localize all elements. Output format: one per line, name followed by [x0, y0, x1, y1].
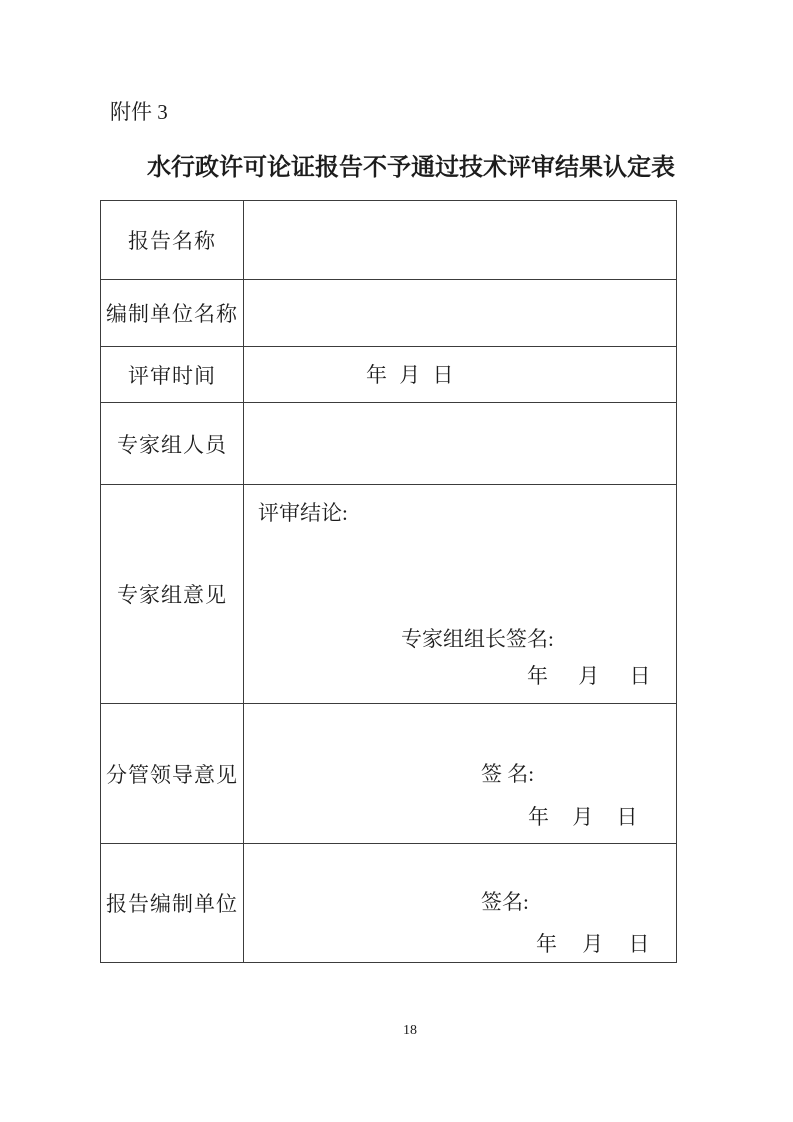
- report-unit-signature-label: 签名:: [481, 890, 529, 914]
- expert-opinion-label: 专家组意见: [101, 485, 244, 703]
- report-unit-label: 报告编制单位: [101, 844, 244, 962]
- row-review-time: [101, 347, 676, 403]
- leader-opinion-date-line: 年 月 日: [528, 805, 638, 829]
- report-name-field: [244, 201, 676, 279]
- review-result-table: [100, 200, 677, 963]
- attachment-label: 附件 3: [110, 100, 168, 124]
- row-expert-opinion: [101, 485, 676, 704]
- document-title: 水行政许可论证报告不予通过技术评审结果认定表: [147, 155, 675, 181]
- unit-name-field: [244, 280, 676, 346]
- row-expert-members: [101, 403, 676, 485]
- review-time-field: [244, 347, 676, 402]
- expert-members-label: 专家组人员: [101, 403, 244, 484]
- expert-opinion-date-line: 年 月 日: [527, 664, 651, 688]
- report-unit-field: [244, 844, 676, 962]
- review-time-date-line: 年 月 日: [366, 362, 454, 387]
- report-name-label: 报告名称: [101, 201, 244, 279]
- leader-opinion-field: [244, 704, 676, 843]
- row-leader-opinion: [101, 704, 676, 844]
- review-conclusion-label: 评审结论:: [258, 501, 348, 525]
- leader-signature-label: 签 名:: [481, 762, 535, 786]
- row-unit-name: [101, 280, 676, 347]
- row-report-name: [101, 201, 676, 280]
- unit-name-label: 编制单位名称: [101, 280, 244, 346]
- review-time-label: 评审时间: [101, 347, 244, 402]
- row-report-unit: [101, 844, 676, 962]
- leader-opinion-label: 分管领导意见: [101, 704, 244, 843]
- report-unit-date-line: 年 月 日: [536, 932, 650, 956]
- page-number: 18: [403, 1023, 417, 1038]
- expert-leader-signature-label: 专家组组长签名:: [401, 627, 554, 651]
- expert-members-field: [244, 403, 676, 484]
- expert-opinion-field: [244, 485, 676, 703]
